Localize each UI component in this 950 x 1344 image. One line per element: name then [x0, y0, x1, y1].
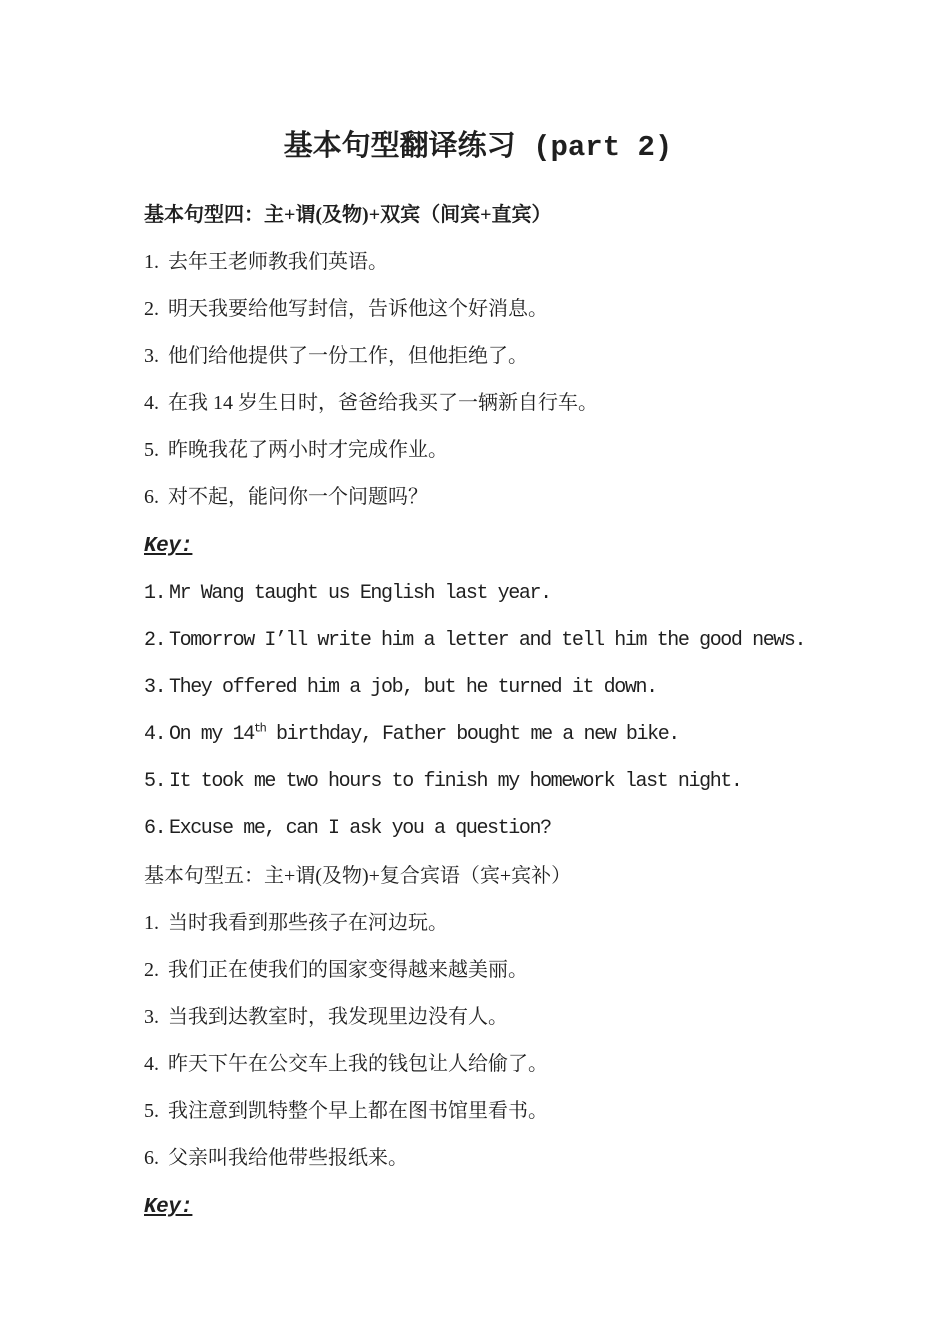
exercise-item: [144, 956, 812, 984]
item-number: 3.: [144, 345, 159, 367]
item-number: 3.: [144, 676, 166, 699]
key-answer-item: [144, 627, 812, 655]
item-number: 5.: [144, 770, 166, 793]
item-text: Excuse me, can I ask you a question?: [169, 817, 551, 840]
key-label: Key:: [144, 1196, 193, 1219]
item-number: 4.: [144, 723, 166, 746]
page-title-latin: (part 2): [515, 131, 673, 164]
exercise-item: [144, 436, 812, 464]
exercise-item: [144, 342, 812, 370]
item-text-post: birthday, Father bought me a new bike.: [265, 723, 679, 746]
page-title-chinese: 基本句型翻译练习: [283, 130, 516, 162]
item-text: 在我 14 岁生日时，爸爸给我买了一辆新自行车。: [168, 392, 598, 414]
item-number: 5.: [144, 1100, 159, 1122]
exercise-item: [144, 248, 812, 276]
item-number: 1.: [144, 251, 159, 273]
item-text: 当我到达教室时，我发现里边没有人。: [168, 1006, 508, 1028]
exercise-item: [144, 1003, 812, 1031]
item-text: [169, 721, 679, 749]
section4-key-heading: [144, 530, 812, 561]
key-answer-item: [144, 721, 812, 749]
item-text: Mr Wang taught us English last year.: [169, 582, 551, 605]
item-text: 他们给他提供了一份工作，但他拒绝了。: [168, 345, 528, 367]
item-text: 我们正在使我们的国家变得越来越美丽。: [168, 959, 528, 981]
item-text: 昨晚我花了两小时才完成作业。: [168, 439, 448, 461]
item-number: 1.: [144, 912, 159, 934]
item-number: 6.: [144, 1147, 159, 1169]
item-text: They offered him a job, but he turned it down.: [169, 676, 657, 699]
exercise-item: [144, 389, 812, 417]
item-text: Tomorrow I’ll write him a letter and tell him the good news.: [169, 629, 806, 652]
ordinal-superscript: th: [253, 721, 266, 736]
item-number: 4.: [144, 392, 159, 414]
section5-header: 基本句型五：主+谓(及物)+复合宾语（宾+宾补）: [144, 865, 572, 887]
item-text: 对不起，能问你一个问题吗？: [168, 486, 428, 508]
item-text: 我注意到凯特整个早上都在图书馆里看书。: [168, 1100, 548, 1122]
section4-header: 基本句型四：主+谓(及物)+双宾（间宾+直宾）: [144, 204, 552, 226]
section5-key-heading: [144, 1191, 812, 1222]
exercise-item: [144, 1144, 812, 1172]
key-answer-item: [144, 674, 812, 702]
key-answer-item: [144, 768, 812, 796]
exercise-item: [144, 1050, 812, 1078]
key-answer-item: [144, 580, 812, 608]
item-text: 昨天下午在公交车上我的钱包让人给偷了。: [168, 1053, 548, 1075]
exercise-item: [144, 909, 812, 937]
item-text: It took me two hours to finish my homework last night.: [169, 770, 742, 793]
item-number: 2.: [144, 629, 166, 652]
item-number: 4.: [144, 1053, 159, 1075]
key-answer-item: [144, 815, 812, 843]
item-number: 1.: [144, 582, 166, 605]
exercise-item: [144, 1097, 812, 1125]
item-text-pre: On my 14: [169, 723, 254, 746]
item-number: 2.: [144, 959, 159, 981]
page-title: [144, 125, 812, 169]
exercise-item: [144, 295, 812, 323]
item-text: 明天我要给他写封信，告诉他这个好消息。: [168, 298, 548, 320]
item-number: 5.: [144, 439, 159, 461]
item-text: 去年王老师教我们英语。: [168, 251, 388, 273]
item-number: 2.: [144, 298, 159, 320]
item-number: 3.: [144, 1006, 159, 1028]
item-number: 6.: [144, 486, 159, 508]
item-text: 父亲叫我给他带些报纸来。: [168, 1147, 408, 1169]
item-number: 6.: [144, 817, 166, 840]
item-text: 当时我看到那些孩子在河边玩。: [168, 912, 448, 934]
exercise-item: [144, 483, 812, 511]
key-label: Key:: [144, 535, 193, 558]
